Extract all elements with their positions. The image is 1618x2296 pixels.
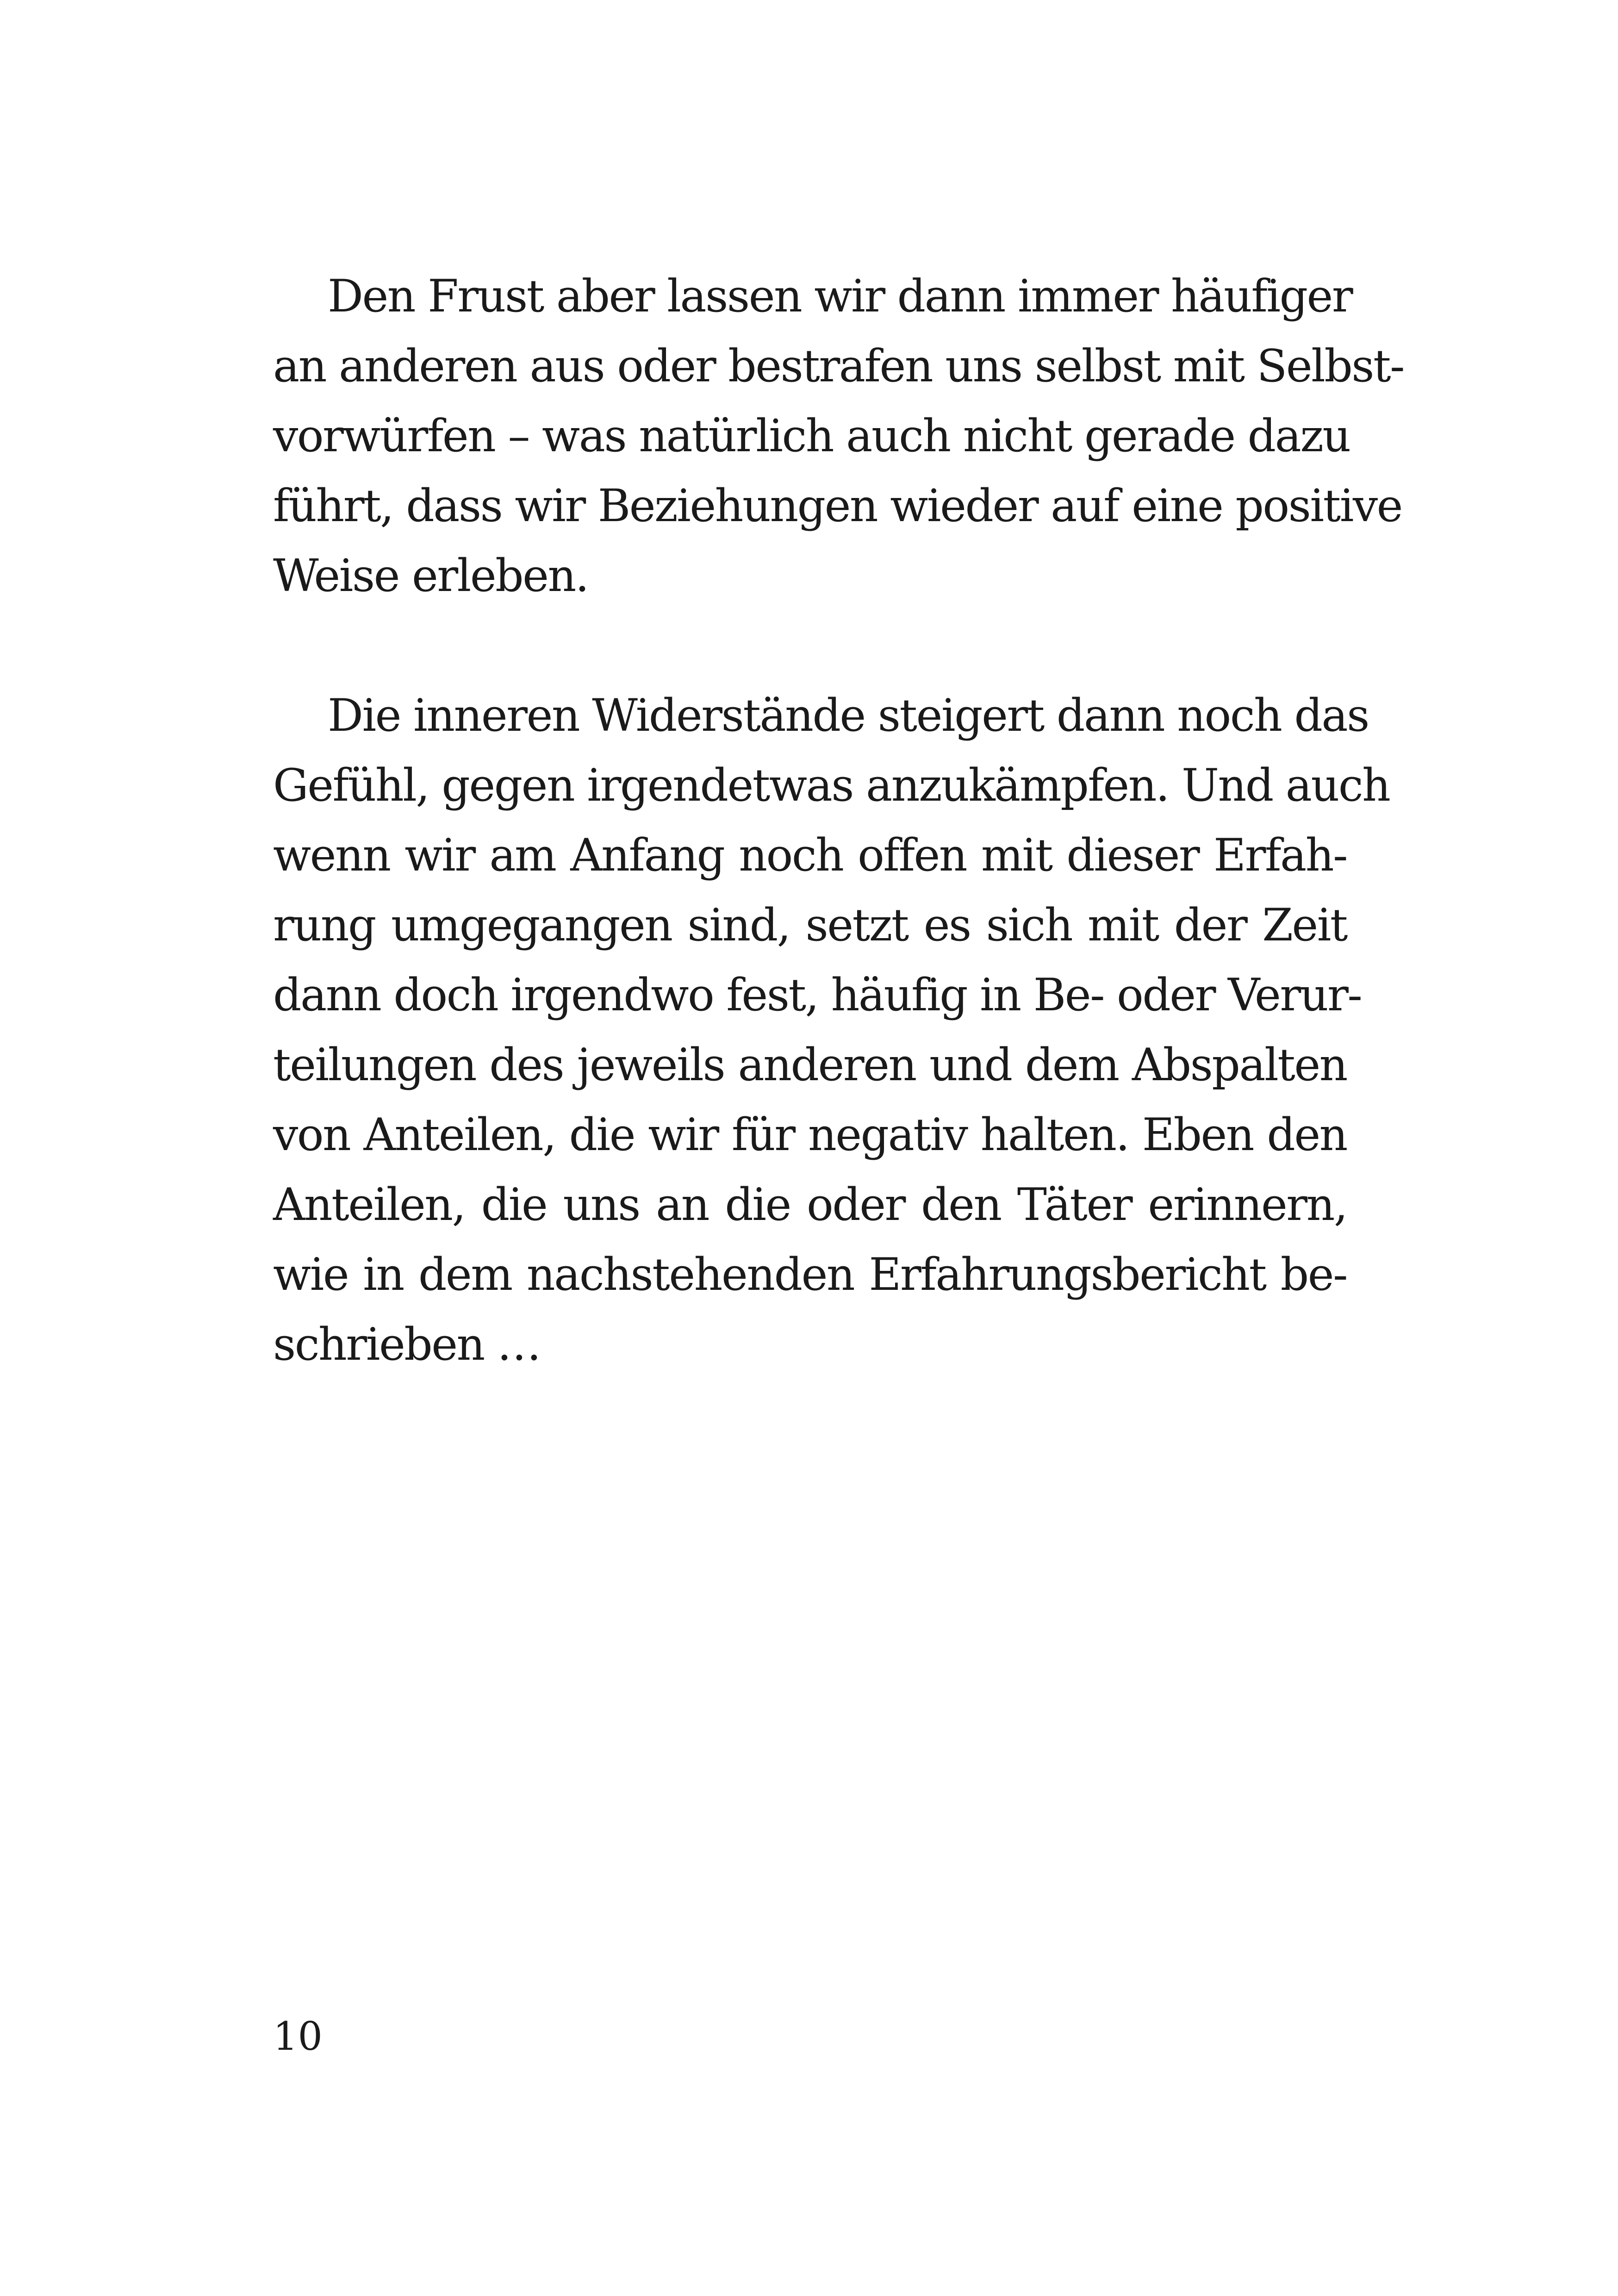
paragraph (273, 681, 1390, 1380)
text-line: führt, dass wir Beziehungen wieder auf eine positive (273, 480, 1402, 532)
text-line: Anteilen, die uns an die oder den Täter erinnern, (273, 1179, 1347, 1231)
text-line: Den Frust aber lassen wir dann immer häufiger (328, 270, 1352, 322)
text-line: teilungen des jeweils anderen und dem Abspalten (273, 1039, 1347, 1091)
text-line: von Anteilen, die wir für negativ halten. Eben den (273, 1109, 1347, 1161)
text-line: Die inneren Widerstände steigert dann noch das (328, 690, 1369, 741)
text-line: wie in dem nachstehenden Erfahrungsbericht be- (273, 1249, 1347, 1300)
paragraph (273, 261, 1404, 611)
text-line: rung umgegangen sind, setzt es sich mit der Zeit (273, 899, 1347, 951)
text-line: Gefühl, gegen irgendetwas anzukämpfen. Und auch (273, 759, 1390, 811)
text-line: wenn wir am Anfang noch offen mit dieser Erfah- (273, 829, 1347, 881)
text-line: Weise erleben. (273, 550, 588, 602)
text-line: dann doch irgendwo fest, häufig in Be- oder Verur- (273, 969, 1362, 1021)
paragraph-spacer (273, 611, 1347, 681)
page-number: 10 (273, 2014, 323, 2059)
text-line: schrieben … (273, 1319, 541, 1370)
body-text (273, 261, 1404, 1380)
text-line: an anderen aus oder bestrafen uns selbst mit Selbst- (273, 340, 1404, 392)
text-line: vorwürfen – was natürlich auch nicht gerade dazu (273, 410, 1350, 462)
